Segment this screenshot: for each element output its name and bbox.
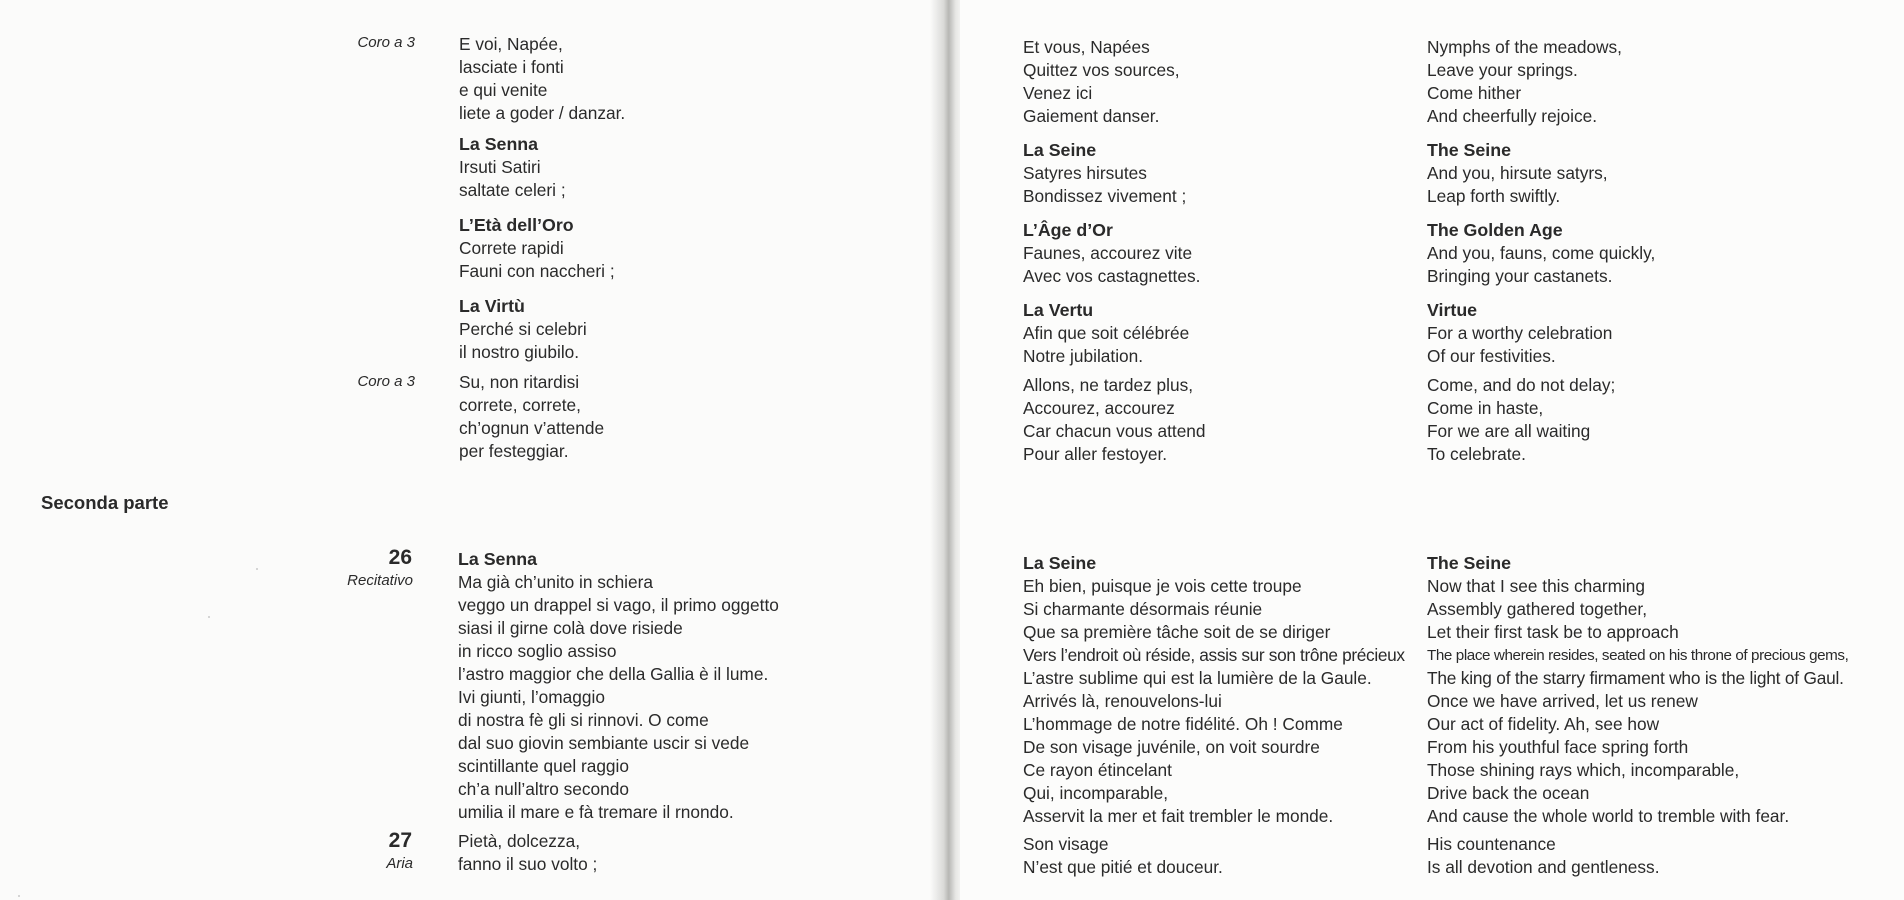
verse-line: Afin que soit célébrée <box>1023 323 1190 343</box>
section-title: Seconda parte <box>41 492 169 513</box>
english-aria-block <box>1427 833 1660 879</box>
verse-line: L’hommage de notre fidélité. Oh ! Comme <box>1023 714 1343 734</box>
verse-line: Perché si celebri <box>459 319 587 339</box>
verse-line: Eh bien, puisque je vois cette troupe <box>1023 576 1302 596</box>
verse-line: Fauni con naccheri ; <box>459 261 615 281</box>
verse-line: Assembly gathered together, <box>1427 599 1647 619</box>
english-virtue-block <box>1427 299 1612 368</box>
french-age-block <box>1023 219 1200 288</box>
verse-line: E voi, Napée, <box>459 34 563 54</box>
verse-line: lasciate i fonti <box>459 57 564 77</box>
role-name: La Senna <box>459 134 539 154</box>
verse-line: Our act of fidelity. Ah, see how <box>1427 714 1660 734</box>
verse-line: Come hither <box>1427 83 1522 103</box>
italian-aria-block <box>458 830 597 876</box>
verse-line: ch’ognun v’attende <box>459 418 605 438</box>
verse-line: l’astro maggior che della Gallia è il lume. <box>458 664 769 684</box>
verse-line: Notre jubilation. <box>1023 346 1144 366</box>
verse-line: umilia il mare e fà tremare il rnondo. <box>458 802 734 822</box>
verse-line: ch’a null’altro secondo <box>458 779 629 799</box>
verse-line: Faunes, accourez vite <box>1023 243 1193 263</box>
role-name: La Seine <box>1023 140 1097 160</box>
verse-line: Satyres hirsutes <box>1023 163 1147 183</box>
verse-line: Que sa première tâche soit de se diriger <box>1023 622 1331 642</box>
verse-line: e qui venite <box>459 80 548 100</box>
french-chorus-block-2 <box>1023 374 1206 466</box>
book-gutter <box>930 0 964 900</box>
verse-line: Avec vos castagnettes. <box>1023 266 1201 286</box>
verse-line: To celebrate. <box>1427 444 1526 464</box>
verse-line: Arrivés là, renouvelons-lui <box>1023 691 1222 711</box>
verse-line: Is all devotion and gentleness. <box>1427 857 1660 877</box>
role-name: La Vertu <box>1023 300 1094 320</box>
english-chorus-block <box>1427 36 1622 128</box>
number-27: 27 <box>388 829 412 852</box>
paper-speck <box>208 616 210 618</box>
verse-line: Leave your springs. <box>1427 60 1578 80</box>
verse-line: Gaiement danser. <box>1023 106 1160 126</box>
role-name: The Golden Age <box>1427 220 1563 240</box>
verse-line: Et vous, Napées <box>1023 37 1150 57</box>
role-name: Virtue <box>1427 300 1478 320</box>
english-seine-block <box>1427 139 1608 208</box>
verse-line: Ma già ch’unito in schiera <box>458 572 653 592</box>
italian-chorus-block-2 <box>459 371 604 463</box>
role-name: La Virtù <box>459 296 525 316</box>
verse-line: Ivi giunti, l’omaggio <box>458 687 605 707</box>
verse-line: And cause the whole world to tremble with fear. <box>1427 806 1790 826</box>
verse-line: And you, fauns, come quickly, <box>1427 243 1656 263</box>
verse-line: correte, correte, <box>459 395 581 415</box>
verse-line: Pietà, dolcezza, <box>458 831 580 851</box>
role-name: The Seine <box>1427 553 1511 573</box>
verse-line: Ce rayon étincelant <box>1023 760 1172 780</box>
french-chorus-block <box>1023 36 1180 128</box>
verse-line: Qui, incomparable, <box>1023 783 1169 803</box>
chorus-label: Coro a 3 <box>357 34 415 51</box>
verse-line: De son visage juvénile, on voit sourdre <box>1023 737 1320 757</box>
verse-line: And you, hirsute satyrs, <box>1427 163 1608 183</box>
verse-line: il nostro giubilo. <box>459 342 580 362</box>
verse-line: Car chacun vous attend <box>1023 421 1206 441</box>
recitativo-label: Recitativo <box>347 572 413 589</box>
french-seine-block <box>1023 139 1186 208</box>
verse-line: Allons, ne tardez plus, <box>1023 375 1194 395</box>
verse-line: Once we have arrived, let us renew <box>1427 691 1698 711</box>
verse-line: For we are all waiting <box>1427 421 1591 441</box>
paper-speck <box>18 895 20 897</box>
verse-line: veggo un drappel si vago, il primo oggetto <box>458 595 779 615</box>
verse-line: Venez ici <box>1023 83 1093 103</box>
verse-line: N’est que pitié et douceur. <box>1023 857 1223 877</box>
paper-speck <box>256 568 258 570</box>
verse-line: in ricco soglio assiso <box>458 641 617 661</box>
verse-line: per festeggiar. <box>459 441 569 461</box>
verse-line: Correte rapidi <box>459 238 564 258</box>
verse-line: The king of the starry firmament who is the light of Gaul. <box>1427 668 1844 688</box>
number-26: 26 <box>388 546 412 569</box>
verse-line: Quittez vos sources, <box>1023 60 1180 80</box>
verse-line: Come, and do not delay; <box>1427 375 1616 395</box>
english-recitative-block <box>1427 552 1848 828</box>
verse-line: Son visage <box>1023 834 1109 854</box>
french-recitative-block <box>1023 552 1405 828</box>
verse-line: saltate celeri ; <box>459 180 566 200</box>
verse-line: Come in haste, <box>1427 398 1544 418</box>
role-name: L’Âge d’Or <box>1023 220 1113 240</box>
verse-line: Asservit la mer et fait trembler le monde. <box>1023 806 1334 826</box>
verse-line: His countenance <box>1427 834 1556 854</box>
verse-line: di nostra fè gli si rinnovi. O come <box>458 710 709 730</box>
verse-line: Now that I see this charming <box>1427 576 1646 596</box>
italian-senna-block <box>459 133 566 202</box>
verse-line: dal suo giovin sembiante uscir si vede <box>458 733 750 753</box>
verse-line: Bondissez vivement ; <box>1023 186 1187 206</box>
verse-line: Su, non ritardisi <box>459 372 580 392</box>
aria-label: Aria <box>386 855 413 872</box>
verse-line: And cheerfully rejoice. <box>1427 106 1598 126</box>
verse-line: liete a goder / danzar. <box>459 103 626 123</box>
verse-line: Let their first task be to approach <box>1427 622 1679 642</box>
italian-chorus-block <box>459 33 625 125</box>
verse-line: Bringing your castanets. <box>1427 266 1613 286</box>
verse-line: Pour aller festoyer. <box>1023 444 1168 464</box>
verse-line: Irsuti Satiri <box>459 157 541 177</box>
verse-line: Si charmante désormais réunie <box>1023 599 1263 619</box>
verse-line: Leap forth swiftly. <box>1427 186 1561 206</box>
verse-line: Of our festivities. <box>1427 346 1556 366</box>
role-name: L’Età dell’Oro <box>459 215 574 235</box>
french-vertu-block <box>1023 299 1189 368</box>
verse-line: Nymphs of the meadows, <box>1427 37 1622 57</box>
role-name: La Senna <box>458 549 538 569</box>
verse-line: Drive back the ocean <box>1427 783 1590 803</box>
italian-virtu-block <box>459 295 587 364</box>
verse-line: Accourez, accourez <box>1023 398 1175 418</box>
verse-line: L’astre sublime qui est la lumière de la Gaule. <box>1023 668 1372 688</box>
verse-line: siasi il girne colà dove risiede <box>458 618 683 638</box>
verse-line: Vers l’endroit où réside, assis sur son trône précieux <box>1023 645 1405 665</box>
verse-line: fanno il suo volto ; <box>458 854 598 874</box>
role-name: La Seine <box>1023 553 1097 573</box>
french-aria-block <box>1023 833 1223 879</box>
verse-line: From his youthful face spring forth <box>1427 737 1689 757</box>
english-chorus-block-2 <box>1427 374 1615 466</box>
chorus-label: Coro a 3 <box>357 373 415 390</box>
verse-line: For a worthy celebration <box>1427 323 1613 343</box>
verse-line: scintillante quel raggio <box>458 756 629 776</box>
verse-line: The place wherein resides, seated on his throne of precious gems, <box>1427 647 1849 664</box>
italian-recitativo-block <box>458 548 779 824</box>
verse-line: Those shining rays which, incomparable, <box>1427 760 1740 780</box>
english-age-block <box>1427 219 1655 288</box>
role-name: The Seine <box>1427 140 1511 160</box>
italian-eta-block <box>459 214 615 283</box>
